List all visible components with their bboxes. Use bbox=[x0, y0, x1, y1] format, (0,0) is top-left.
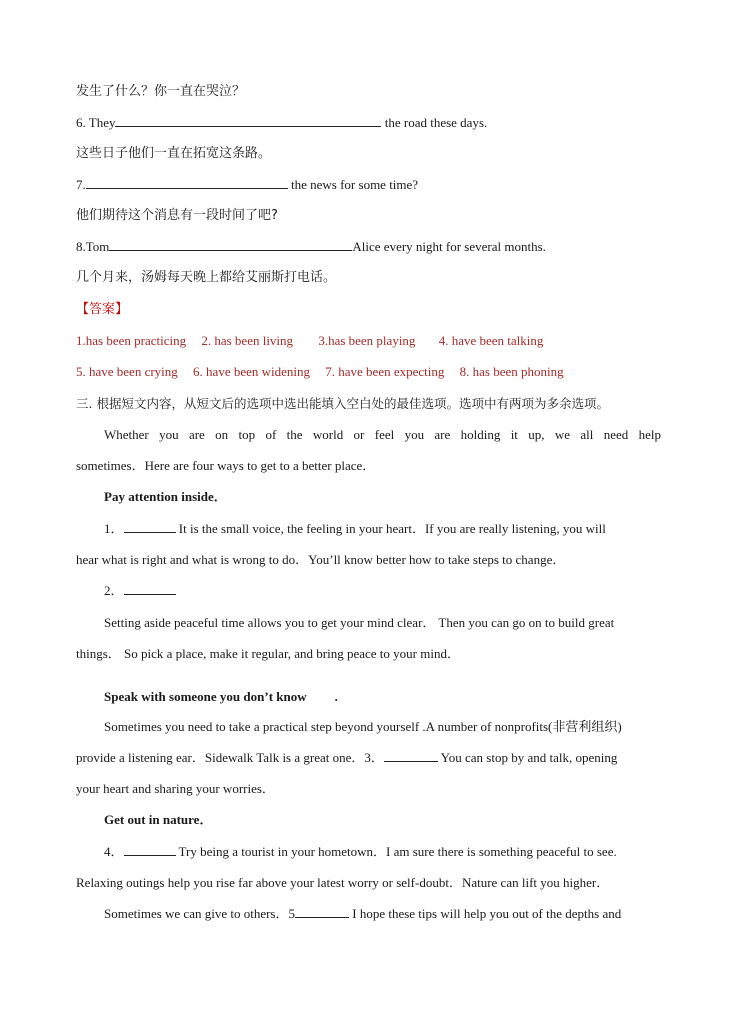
para-5-chinese: 非营利组织 bbox=[552, 720, 618, 735]
question-8 bbox=[76, 238, 546, 256]
q6-blank[interactable] bbox=[115, 114, 381, 127]
para-3 bbox=[104, 582, 176, 600]
para-4-line-1: Setting aside peaceful time allows you to get your mind clear． Then you can go on to build great bbox=[104, 615, 615, 630]
answer-tag: 【答案】 bbox=[76, 302, 129, 317]
para-5-line-2 bbox=[76, 749, 617, 767]
q5-chinese: 发生了什么？你一直在哭泣？ bbox=[76, 84, 246, 99]
para-1-line-2: sometimes．Here are four ways to get to a better place． bbox=[76, 458, 376, 473]
para-7-line-1 bbox=[104, 905, 621, 923]
para-6-line-2: Relaxing outings help you rise far above your latest worry or self-doubt．Nature can lift you higher． bbox=[76, 875, 610, 890]
para-4-line-2: things． So pick a place, make it regular, and bring peace to your mind． bbox=[76, 646, 460, 661]
blank-1[interactable] bbox=[124, 520, 176, 533]
q8-chinese: 几个月来，汤姆每天晚上都给艾丽斯打电话。 bbox=[76, 270, 337, 285]
blank-2[interactable] bbox=[124, 582, 176, 595]
q8-blank[interactable] bbox=[109, 238, 352, 251]
para-6-text: Try being a tourist in your hometown．I am sure there is something peaceful to see. bbox=[175, 844, 617, 859]
item-1-number: 1． bbox=[104, 521, 124, 536]
heading-pay-attention: Pay attention inside． bbox=[104, 489, 227, 504]
answer-item: 3.has been playing bbox=[318, 333, 416, 348]
para-2-text: It is the small voice, the feeling in your heart．If you are really listening, you will bbox=[175, 521, 606, 536]
q7-chinese: 他们期待这个消息有一段时间了吧? bbox=[76, 208, 278, 223]
item-4-number: 4． bbox=[104, 844, 124, 859]
blank-4[interactable] bbox=[124, 843, 176, 856]
section-3-title: 三. 根据短文内容，从短文后的选项中选出能填入空白处的最佳选项。选项中有两项为多余选项。 bbox=[76, 396, 609, 411]
para-6-line-1 bbox=[104, 843, 617, 861]
question-6 bbox=[76, 114, 487, 132]
blank-5[interactable] bbox=[295, 905, 349, 918]
answer-item: 6. have been widening bbox=[193, 364, 311, 379]
heading-2-dot: . bbox=[334, 689, 338, 704]
para-5-line-2-text: provide a listening ear．Sidewalk Talk is a great one．3． bbox=[76, 750, 384, 765]
q8-prefix: 8.Tom bbox=[76, 239, 110, 254]
q7-blank[interactable] bbox=[86, 176, 288, 189]
q6-suffix: the road these days. bbox=[381, 115, 488, 130]
para-7-text: Sometimes we can give to others．5 bbox=[104, 906, 295, 921]
para-5-line-2-end: You can stop by and talk, opening bbox=[437, 750, 618, 765]
para-5-line-1 bbox=[104, 718, 622, 737]
answers-row-2 bbox=[76, 363, 576, 381]
answer-item: 8. has been phoning bbox=[459, 364, 564, 379]
para-2-line-1 bbox=[104, 520, 606, 538]
heading-get-out-in-nature: Get out in nature． bbox=[104, 812, 213, 827]
answer-item: 7. have been expecting bbox=[325, 364, 445, 379]
para-2-line-2: hear what is right and what is wrong to do．You’ll know better how to take steps to change． bbox=[76, 552, 566, 567]
para-7-end: I hope these tips will help you out of the depths and bbox=[349, 906, 622, 921]
question-7 bbox=[76, 176, 418, 194]
q8-suffix: Alice every night for several months. bbox=[352, 239, 546, 254]
blank-3[interactable] bbox=[384, 749, 438, 762]
para-5-text: Sometimes you need to take a practical step beyond yourself .A number of nonprofits( bbox=[104, 719, 553, 734]
heading-speak-with-someone bbox=[104, 688, 338, 706]
q6-prefix: 6. They bbox=[76, 115, 116, 130]
answer-item: 2. has been living bbox=[201, 333, 294, 348]
para-1-line-1: Whether you are on top of the world or feel you are holding it up, we all need help bbox=[104, 427, 661, 442]
q7-suffix: the news for some time? bbox=[287, 177, 419, 192]
para-5-paren: ) bbox=[617, 719, 622, 734]
answer-item: 1.has been practicing bbox=[76, 333, 187, 348]
item-2-number: 2． bbox=[104, 583, 124, 598]
answers-row-1 bbox=[76, 332, 555, 350]
answer-item: 4. have been talking bbox=[438, 333, 544, 348]
para-5-line-3: your heart and sharing your worries． bbox=[76, 781, 275, 796]
heading-2-text: Speak with someone you don’t know bbox=[104, 689, 307, 704]
answer-item: 5. have been crying bbox=[76, 364, 178, 379]
q7-prefix: 7. bbox=[76, 177, 86, 192]
q6-chinese: 这些日子他们一直在拓宽这条路。 bbox=[76, 146, 272, 161]
